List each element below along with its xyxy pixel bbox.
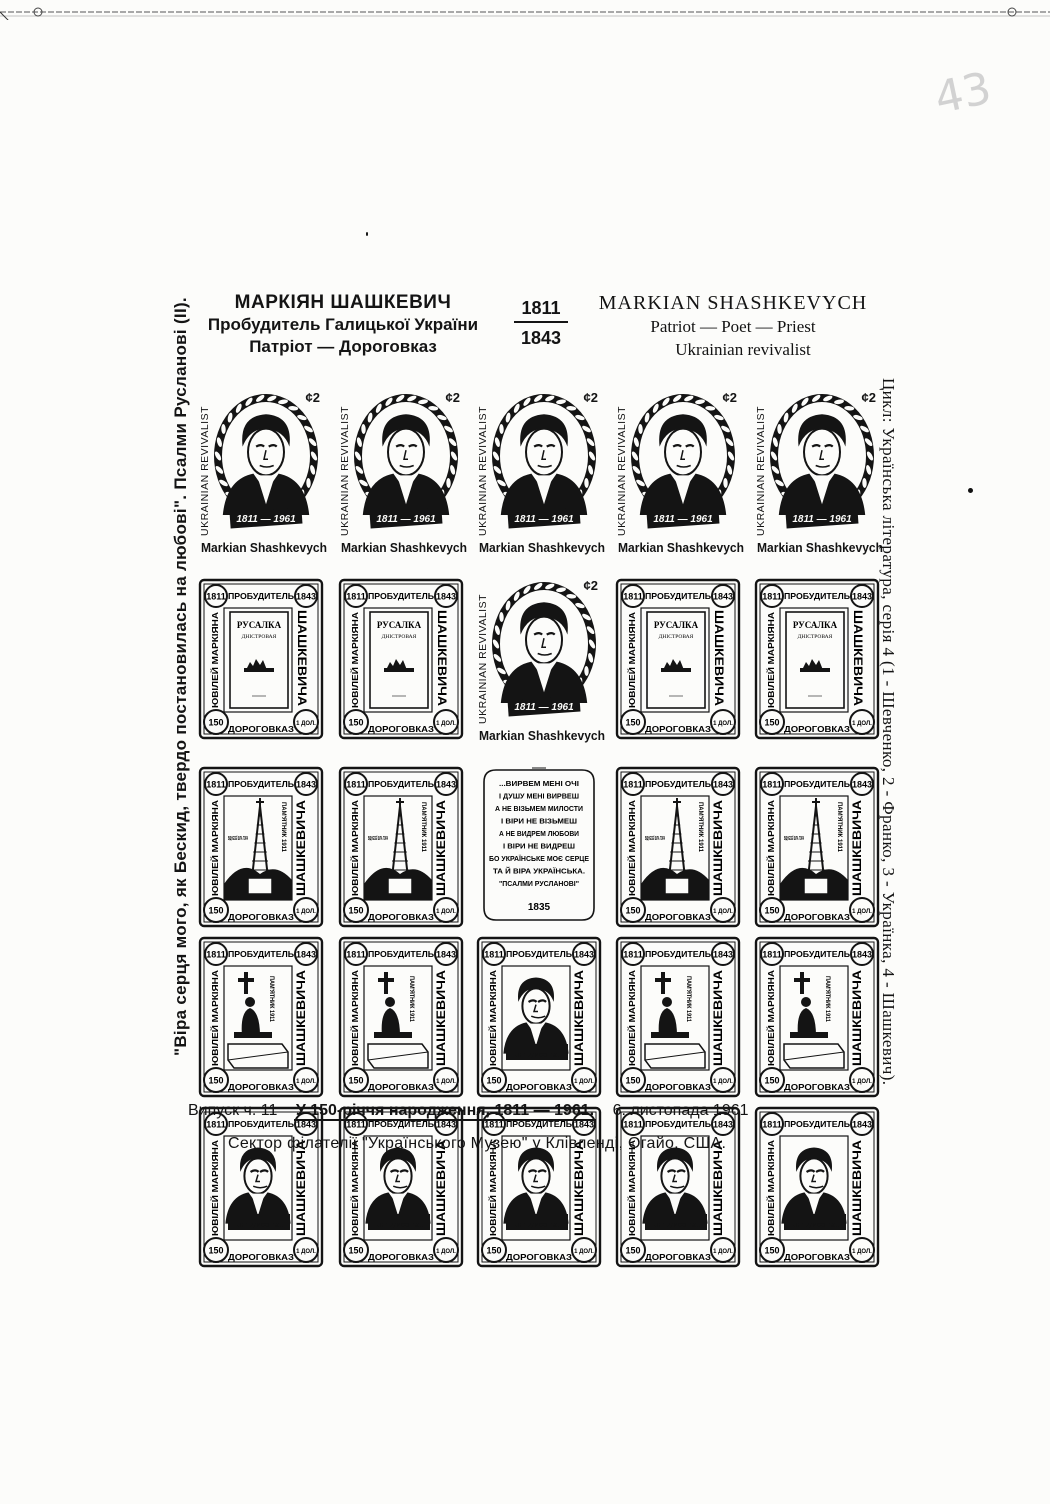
stamp-revivalist-label: UKRAINIAN REVIVALIST xyxy=(339,405,351,536)
header-title-uk: МАРКІЯН ШАШКЕВИЧ xyxy=(234,292,452,313)
statue-side-label: ПАМ'ЯТНИК 1911 xyxy=(685,976,691,1027)
stamp-revivalist-label: UKRAINIAN REVIVALIST xyxy=(477,405,489,536)
stamp-left-side: ЮВІЛЕЙ МАРКІЯНА xyxy=(350,625,360,708)
stamp-art xyxy=(334,762,468,934)
stamp-left-side: ЮВІЛЕЙ МАРКІЯНА xyxy=(210,1153,220,1236)
stamp-right-side: ШАШКЕВИЧА xyxy=(295,610,309,693)
stamp-portrait xyxy=(472,574,606,746)
stamp-value-left: 150 xyxy=(208,717,224,728)
stamp-value: ¢2 xyxy=(861,390,876,405)
stamp-art xyxy=(194,574,328,746)
stamp-right-side: ШАШКЕВИЧА xyxy=(572,1153,586,1236)
stamp-year-right: 1843 xyxy=(295,779,317,790)
stamp-top-label: ПРОБУДИТЕЛЬ xyxy=(228,1119,294,1129)
stamp-value-left: 150 xyxy=(764,1075,780,1086)
poem-line: І ВІРИ НЕ ВИДРЕШ xyxy=(503,841,575,851)
stamp-top-label: ПРОБУДИТЕЛЬ xyxy=(368,949,434,959)
top-border-line xyxy=(0,0,1050,20)
stamp-name: Markian Shashkevych xyxy=(341,541,467,555)
stamp-right-side: ШАШКЕВИЧА xyxy=(435,610,449,693)
stamp-year-left: 1811 xyxy=(623,591,643,602)
stamp-value-right: 1 ДОЛ. xyxy=(574,1249,594,1255)
stamp-year-right: 1843 xyxy=(851,591,873,602)
monument-label: ВІДНЕСЕЇ БІЛА ГОРА xyxy=(228,836,286,842)
stamp-year-left: 1811 xyxy=(206,1119,226,1130)
stamp-bottom-label: ДОРОГОВКАЗ xyxy=(645,724,711,734)
stamp-value-right: 1 ДОЛ. xyxy=(574,1079,594,1085)
stamp-art xyxy=(472,932,606,1104)
stamp-bottom-label: ДОРОГОВКАЗ xyxy=(368,724,434,734)
monument-label: ВІДНЕСЕЇ БІЛА ГОРА xyxy=(368,836,426,842)
stamp-value: ¢2 xyxy=(583,578,598,593)
footer-issue: Випуск ч. 11 xyxy=(188,1102,278,1119)
stamp-right-side: ШАШКЕВИЧА xyxy=(850,1153,864,1236)
stamp-right-side: ШАШКЕВИЧА xyxy=(572,983,586,1066)
stamp-left-side: ЮВІЛЕЙ МАРКІЯНА xyxy=(627,1153,637,1236)
stamp-monument xyxy=(750,762,884,934)
stamp-bust xyxy=(194,1102,328,1274)
stamp-art xyxy=(472,1102,606,1274)
stamp-value: ¢2 xyxy=(722,390,737,405)
year-death: 1843 xyxy=(520,328,562,348)
stamp-top-label: ПРОБУДИТЕЛЬ xyxy=(784,1119,850,1129)
stamp-value-left: 150 xyxy=(625,905,641,916)
stamp-right-side: ШАШКЕВИЧА xyxy=(712,610,726,693)
stamp-value-left: 150 xyxy=(764,905,780,916)
header-years xyxy=(514,298,568,349)
stamp-top-label: ПРОБУДИТЕЛЬ xyxy=(506,949,572,959)
stamp-bottom-label: ДОРОГОВКАЗ xyxy=(784,724,850,734)
header-subtitle-en: Patriot — Poet — Priest xyxy=(650,317,816,336)
stamp-right-side: ШАШКЕВИЧА xyxy=(850,813,864,896)
stamp-value-right: 1 ДОЛ. xyxy=(852,909,872,915)
stamp-value-left: 150 xyxy=(625,717,641,728)
stamp-right-side: ШАШКЕВИЧА xyxy=(294,983,308,1066)
stamp-top-label: ПРОБУДИТЕЛЬ xyxy=(784,949,850,959)
stamp-year-right: 1843 xyxy=(295,1119,317,1130)
stamp-top-label: ПРОБУДИТЕЛЬ xyxy=(228,949,294,959)
stamp-year-right: 1843 xyxy=(712,779,734,790)
stamp-art xyxy=(334,1102,468,1274)
stamp-bottom-label: ДОРОГОВКАЗ xyxy=(228,1082,294,1092)
stamp-year-right: 1843 xyxy=(573,1119,595,1130)
stamp-left-side: ЮВІЛЕЙ МАРКІЯНА xyxy=(627,983,637,1066)
stamp-year-right: 1843 xyxy=(712,949,734,960)
stamp-bottom-label: ДОРОГОВКАЗ xyxy=(228,1252,294,1262)
footer-issue-line xyxy=(188,1102,888,1120)
stamp-bottom-label: ДОРОГОВКАЗ xyxy=(784,1252,850,1262)
stamp-value-left: 150 xyxy=(208,905,224,916)
poem-line: ...ВИРВЕМ МЕНІ ОЧІ xyxy=(499,779,579,788)
stamp-left-side: ЮВІЛЕЙ МАРКІЯНА xyxy=(488,983,498,1066)
stamp-book xyxy=(750,574,884,746)
stamp-art xyxy=(611,386,745,558)
stamp-value-right: 1 ДОЛ. xyxy=(852,1249,872,1255)
stamp-bottom-label: ДОРОГОВКАЗ xyxy=(645,1252,711,1262)
footer-date: 6. листопада 1961 xyxy=(612,1102,749,1119)
stamp-art xyxy=(750,762,884,934)
stamp-bottom-label: ДОРОГОВКАЗ xyxy=(228,724,294,734)
header-english xyxy=(588,292,878,361)
stamp-top-label: ПРОБУДИТЕЛЬ xyxy=(368,591,434,601)
stamp-bust xyxy=(472,1102,606,1274)
stamp-year-left: 1811 xyxy=(484,949,504,960)
stamp-bottom-label: ДОРОГОВКАЗ xyxy=(784,912,850,922)
stamp-year-right: 1843 xyxy=(851,949,873,960)
stamp-value-right: 1 ДОЛ. xyxy=(713,1249,733,1255)
stamp-portrait xyxy=(611,386,745,558)
stamp-year-left: 1811 xyxy=(206,779,226,790)
stamp-year-right: 1843 xyxy=(712,1119,734,1130)
stamp-art xyxy=(611,574,745,746)
ink-speck xyxy=(968,488,973,493)
poem-year: 1835 xyxy=(527,902,551,913)
stamp-year-left: 1811 xyxy=(346,1119,366,1130)
stamp-top-label: ПРОБУДИТЕЛЬ xyxy=(784,779,850,789)
stamp-left-side: ЮВІЛЕЙ МАРКІЯНА xyxy=(627,625,637,708)
stamp-bottom-label: ДОРОГОВКАЗ xyxy=(228,912,294,922)
book-subtitle: ДНІСТРОВАЯ xyxy=(241,634,277,640)
stamp-right-side: ШАШКЕВИЧА xyxy=(711,1153,725,1236)
stamp-art xyxy=(194,386,328,558)
stamp-year-right: 1843 xyxy=(712,591,734,602)
stamp-art xyxy=(472,762,606,934)
stamp-value-right: 1 ДОЛ. xyxy=(713,721,733,727)
stamp-right-side: ШАШКЕВИЧА xyxy=(294,1153,308,1236)
stamp-value-left: 150 xyxy=(348,1245,364,1256)
stamp-name: Markian Shashkevych xyxy=(201,541,327,555)
side-quote: "Віра серця мого, як Бескид, твердо постановилась на любові". Псалми Русланові (II). xyxy=(171,297,190,1056)
stamp-value: ¢2 xyxy=(305,390,320,405)
stamp-bottom-label: ДОРОГОВКАЗ xyxy=(784,1082,850,1092)
header-title-en: MARKIAN SHASHKEVYCH xyxy=(598,292,868,314)
stamp-top-label: ПРОБУДИТЕЛЬ xyxy=(506,1119,572,1129)
stamp-top-label: ПРОБУДИТЕЛЬ xyxy=(368,779,434,789)
stamp-art xyxy=(750,386,884,558)
stamp-left-side: ЮВІЛЕЙ МАРКІЯНА xyxy=(488,1153,498,1236)
stamp-portrait xyxy=(334,386,468,558)
stamp-year-left: 1811 xyxy=(623,779,643,790)
year-birth: 1811 xyxy=(514,298,568,323)
stamp-year-left: 1811 xyxy=(762,949,782,960)
stamp-bottom-label: ДОРОГОВКАЗ xyxy=(368,1252,434,1262)
poem-line: І ДУШУ МЕНІ ВИРВЕШ xyxy=(499,791,579,801)
stamp-top-label: ПРОБУДИТЕЛЬ xyxy=(645,949,711,959)
footer-sector: Сектор філателії "Українського Музею" у Клівленді, Огайо, США. xyxy=(228,1135,727,1152)
stamp-year-left: 1811 xyxy=(762,591,782,602)
poem-line: А НЕ ВІЗЬМЕМ МИЛОСТИ xyxy=(495,804,583,813)
stamp-value-right: 1 ДОЛ. xyxy=(436,1249,456,1255)
side-series-note: Цикл: Українська література, серія 4 (1 - Шевченко, 2 - Франко, 3 - Українка, 4 - Шашкевич). xyxy=(879,378,898,1086)
stamp-left-side: ЮВІЛЕЙ МАРКІЯНА xyxy=(627,813,637,896)
stamp-top-label: ПРОБУДИТЕЛЬ xyxy=(645,1119,711,1129)
stamp-art xyxy=(194,762,328,934)
stamp-art xyxy=(611,762,745,934)
stamp-value-right: 1 ДОЛ. xyxy=(852,721,872,727)
stamp-left-side: ЮВІЛЕЙ МАРКІЯНА xyxy=(350,1153,360,1236)
stamp-value-left: 150 xyxy=(625,1245,641,1256)
book-subtitle: ДНІСТРОВАЯ xyxy=(381,634,417,640)
stamp-bottom-label: ДОРОГОВКАЗ xyxy=(645,912,711,922)
stamp-top-label: ПРОБУДИТЕЛЬ xyxy=(645,591,711,601)
stamp-left-side: ЮВІЛЕЙ МАРКІЯНА xyxy=(350,813,360,896)
stamp-statue xyxy=(750,932,884,1104)
bust-caption: Б.Н. ПІДЛИССЯ 1811 xyxy=(235,1223,284,1229)
poem-line: І ВІРИ НЕ ВІЗЬМЕШ xyxy=(501,816,577,826)
stamp-years-ribbon: 1811 — 1961 xyxy=(376,514,436,525)
stamp-statue xyxy=(611,932,745,1104)
bust-caption: Б.Н. ПІДЛИССЯ 1811 xyxy=(375,1223,424,1229)
stamp-value-left: 150 xyxy=(348,1075,364,1086)
footer-anniversary: У 150-річчя народження, 1811 — 1961. xyxy=(295,1102,595,1119)
stamp-poem xyxy=(472,762,606,934)
stamp-value: ¢2 xyxy=(445,390,460,405)
stamp-year-right: 1843 xyxy=(435,591,457,602)
stamp-value-right: 1 ДОЛ. xyxy=(296,1079,316,1085)
stamp-value-right: 1 ДОЛ. xyxy=(296,721,316,727)
stamp-year-left: 1811 xyxy=(762,779,782,790)
stamp-years-ribbon: 1811 — 1961 xyxy=(514,702,574,713)
stamp-art xyxy=(194,1102,328,1274)
poem-line: А НЕ ВИДРЕМ ЛЮБОВИ xyxy=(499,829,579,838)
stamp-name: Markian Shashkevych xyxy=(479,729,605,743)
stamp-value-right: 1 ДОЛ. xyxy=(436,1079,456,1085)
stamp-art xyxy=(750,932,884,1104)
stamp-top-label: ПРОБУДИТЕЛЬ xyxy=(228,591,294,601)
stamp-year-right: 1843 xyxy=(573,949,595,960)
stamp-top-label: ПРОБУДИТЕЛЬ xyxy=(368,1119,434,1129)
stamp-book xyxy=(334,574,468,746)
stamp-left-side: ЮВІЛЕЙ МАРКІЯНА xyxy=(766,983,776,1066)
stamp-years-ribbon: 1811 — 1961 xyxy=(514,514,574,525)
stamp-revivalist-label: UKRAINIAN REVIVALIST xyxy=(199,405,211,536)
stamp-value-left: 150 xyxy=(486,1245,502,1256)
stamp-right-side: ШАШКЕВИЧА xyxy=(434,1153,448,1236)
bust-caption: Б.Н. ПІДЛИССЯ 1811 xyxy=(513,1053,562,1059)
stamp-right-side: ШАШКЕВИЧА xyxy=(711,983,725,1066)
stamp-bottom-label: ДОРОГОВКАЗ xyxy=(645,1082,711,1092)
stamp-right-side: ШАШКЕВИЧА xyxy=(850,983,864,1066)
stamp-book xyxy=(611,574,745,746)
stamp-revivalist-label: UKRAINIAN REVIVALIST xyxy=(616,405,628,536)
stamp-art xyxy=(194,932,328,1104)
monument-side-label: ПАМ'ЯТНИК 1911 xyxy=(420,802,426,853)
stamp-value-left: 150 xyxy=(208,1245,224,1256)
stamp-year-right: 1843 xyxy=(851,779,873,790)
stamp-book xyxy=(194,574,328,746)
stamp-value-left: 150 xyxy=(348,905,364,916)
book-title: РУСАЛКА xyxy=(236,620,282,630)
stamp-right-side: ШАШКЕВИЧА xyxy=(434,983,448,1066)
bust-caption: Б.Н. ПІДЛИССЯ 1811 xyxy=(791,1223,840,1229)
stamp-years-ribbon: 1811 — 1961 xyxy=(653,514,713,525)
stamp-left-side: ЮВІЛЕЙ МАРКІЯНА xyxy=(210,983,220,1066)
stamp-year-right: 1843 xyxy=(435,949,457,960)
stamp-portrait xyxy=(472,386,606,558)
poem-line: ТА Й ВІРА УКРАЇНСЬКА. xyxy=(493,866,586,876)
stamp-year-right: 1843 xyxy=(435,1119,457,1130)
stamp-value-left: 150 xyxy=(625,1075,641,1086)
stamp-statue xyxy=(334,932,468,1104)
stamp-left-side: ЮВІЛЕЙ МАРКІЯНА xyxy=(210,625,220,708)
stamp-art xyxy=(334,932,468,1104)
stamp-bottom-label: ДОРОГОВКАЗ xyxy=(506,1252,572,1262)
stamp-art xyxy=(750,574,884,746)
stamp-year-left: 1811 xyxy=(484,1119,504,1130)
stamp-value-right: 1 ДОЛ. xyxy=(852,1079,872,1085)
stamp-year-left: 1811 xyxy=(346,591,366,602)
stamp-value-left: 150 xyxy=(764,1245,780,1256)
statue-side-label: ПАМ'ЯТНИК 1911 xyxy=(408,976,414,1027)
stamp-value: ¢2 xyxy=(583,390,598,405)
stamp-value-left: 150 xyxy=(764,717,780,728)
stamp-year-right: 1843 xyxy=(851,1119,873,1130)
stamp-revivalist-label: UKRAINIAN REVIVALIST xyxy=(477,593,489,724)
bust-caption: Б.Н. ПІДЛИССЯ 1811 xyxy=(652,1223,701,1229)
stamp-name: Markian Shashkevych xyxy=(618,541,744,555)
header-ukrainian xyxy=(178,292,508,358)
stamp-top-label: ПРОБУДИТЕЛЬ xyxy=(645,779,711,789)
stamp-left-side: ЮВІЛЕЙ МАРКІЯНА xyxy=(350,983,360,1066)
stamp-year-left: 1811 xyxy=(206,591,226,602)
stamp-year-left: 1811 xyxy=(623,949,643,960)
stamp-left-side: ЮВІЛЕЙ МАРКІЯНА xyxy=(766,813,776,896)
stamp-year-right: 1843 xyxy=(295,591,317,602)
stamp-year-left: 1811 xyxy=(346,779,366,790)
monument-side-label: ПАМ'ЯТНИК 1911 xyxy=(697,802,703,853)
stamp-art xyxy=(611,932,745,1104)
stamp-years-ribbon: 1811 — 1961 xyxy=(236,514,296,525)
stamp-art xyxy=(611,1102,745,1274)
stamp-value-left: 150 xyxy=(348,717,364,728)
stamp-value-right: 1 ДОЛ. xyxy=(296,1249,316,1255)
stamp-portrait xyxy=(194,386,328,558)
stamp-art xyxy=(334,386,468,558)
stamp-year-left: 1811 xyxy=(346,949,366,960)
stamp-bust xyxy=(334,1102,468,1274)
book-subtitle: ДНІСТРОВАЯ xyxy=(797,634,833,640)
bust-caption: Б.Н. ПІДЛИССЯ 1811 xyxy=(513,1223,562,1229)
stamp-bust xyxy=(611,1102,745,1274)
stamp-statue xyxy=(194,932,328,1104)
header-subtitle2-uk: Патріот — Дороговказ xyxy=(249,337,437,356)
book-subtitle: ДНІСТРОВАЯ xyxy=(658,634,694,640)
stamp-art xyxy=(334,574,468,746)
stamp-bust xyxy=(472,932,606,1104)
stamp-portrait xyxy=(750,386,884,558)
stamp-art xyxy=(472,574,606,746)
stamp-right-side: ШАШКЕВИЧА xyxy=(434,813,448,896)
book-title: РУСАЛКА xyxy=(653,620,699,630)
stamp-revivalist-label: UKRAINIAN REVIVALIST xyxy=(755,405,767,536)
stamp-art xyxy=(472,386,606,558)
stamp-name: Markian Shashkevych xyxy=(479,541,605,555)
stamp-value-right: 1 ДОЛ. xyxy=(436,909,456,915)
ink-speck xyxy=(366,232,368,236)
statue-side-label: ПАМ'ЯТНИК 1911 xyxy=(824,976,830,1027)
stamp-year-left: 1811 xyxy=(762,1119,782,1130)
stamp-value-left: 150 xyxy=(486,1075,502,1086)
book-title: РУСАЛКА xyxy=(376,620,422,630)
stamp-monument xyxy=(194,762,328,934)
stamp-top-label: ПРОБУДИТЕЛЬ xyxy=(784,591,850,601)
book-title: РУСАЛКА xyxy=(792,620,838,630)
header-subtitle-uk: Пробудитель Галицької України xyxy=(207,315,479,334)
pencil-page-number: 43 xyxy=(930,62,996,125)
monument-label: ВІДНЕСЕЇ БІЛА ГОРА xyxy=(784,836,842,842)
stamp-left-side: ЮВІЛЕЙ МАРКІЯНА xyxy=(210,813,220,896)
stamp-value-left: 150 xyxy=(208,1075,224,1086)
poem-line: БО УКРАЇНСЬКЕ МОЄ СЕРЦЕ xyxy=(489,854,590,863)
stamp-value-right: 1 ДОЛ. xyxy=(713,909,733,915)
stamp-left-side: ЮВІЛЕЙ МАРКІЯНА xyxy=(766,1153,776,1236)
statue-side-label: ПАМ'ЯТНИК 1911 xyxy=(268,976,274,1027)
stamp-bust xyxy=(750,1102,884,1274)
stamp-right-side: ШАШКЕВИЧА xyxy=(851,610,865,693)
stamp-monument xyxy=(611,762,745,934)
stamp-years-ribbon: 1811 — 1961 xyxy=(792,514,852,525)
stamp-left-side: ЮВІЛЕЙ МАРКІЯНА xyxy=(766,625,776,708)
stamp-art xyxy=(750,1102,884,1274)
monument-side-label: ПАМ'ЯТНИК 1911 xyxy=(836,802,842,853)
poem-line: "ПСАЛМИ РУСЛАНОВІ" xyxy=(499,879,579,888)
monument-side-label: ПАМ'ЯТНИК 1911 xyxy=(280,802,286,853)
stamp-bottom-label: ДОРОГОВКАЗ xyxy=(506,1082,572,1092)
stamp-year-right: 1843 xyxy=(295,949,317,960)
stamp-right-side: ШАШКЕВИЧА xyxy=(294,813,308,896)
stamp-bottom-label: ДОРОГОВКАЗ xyxy=(368,1082,434,1092)
stamp-year-left: 1811 xyxy=(206,949,226,960)
stamp-year-left: 1811 xyxy=(623,1119,643,1130)
stamp-value-right: 1 ДОЛ. xyxy=(296,909,316,915)
stamp-value-right: 1 ДОЛ. xyxy=(436,721,456,727)
stamp-year-right: 1843 xyxy=(435,779,457,790)
stamp-bottom-label: ДОРОГОВКАЗ xyxy=(368,912,434,922)
monument-label: ВІДНЕСЕЇ БІЛА ГОРА xyxy=(645,836,703,842)
stamp-right-side: ШАШКЕВИЧА xyxy=(711,813,725,896)
stamp-name: Markian Shashkevych xyxy=(757,541,883,555)
stamp-monument xyxy=(334,762,468,934)
header-subtitle2-en: Ukrainian revivalist xyxy=(675,340,811,359)
stamp-top-label: ПРОБУДИТЕЛЬ xyxy=(228,779,294,789)
stamp-value-right: 1 ДОЛ. xyxy=(713,1079,733,1085)
